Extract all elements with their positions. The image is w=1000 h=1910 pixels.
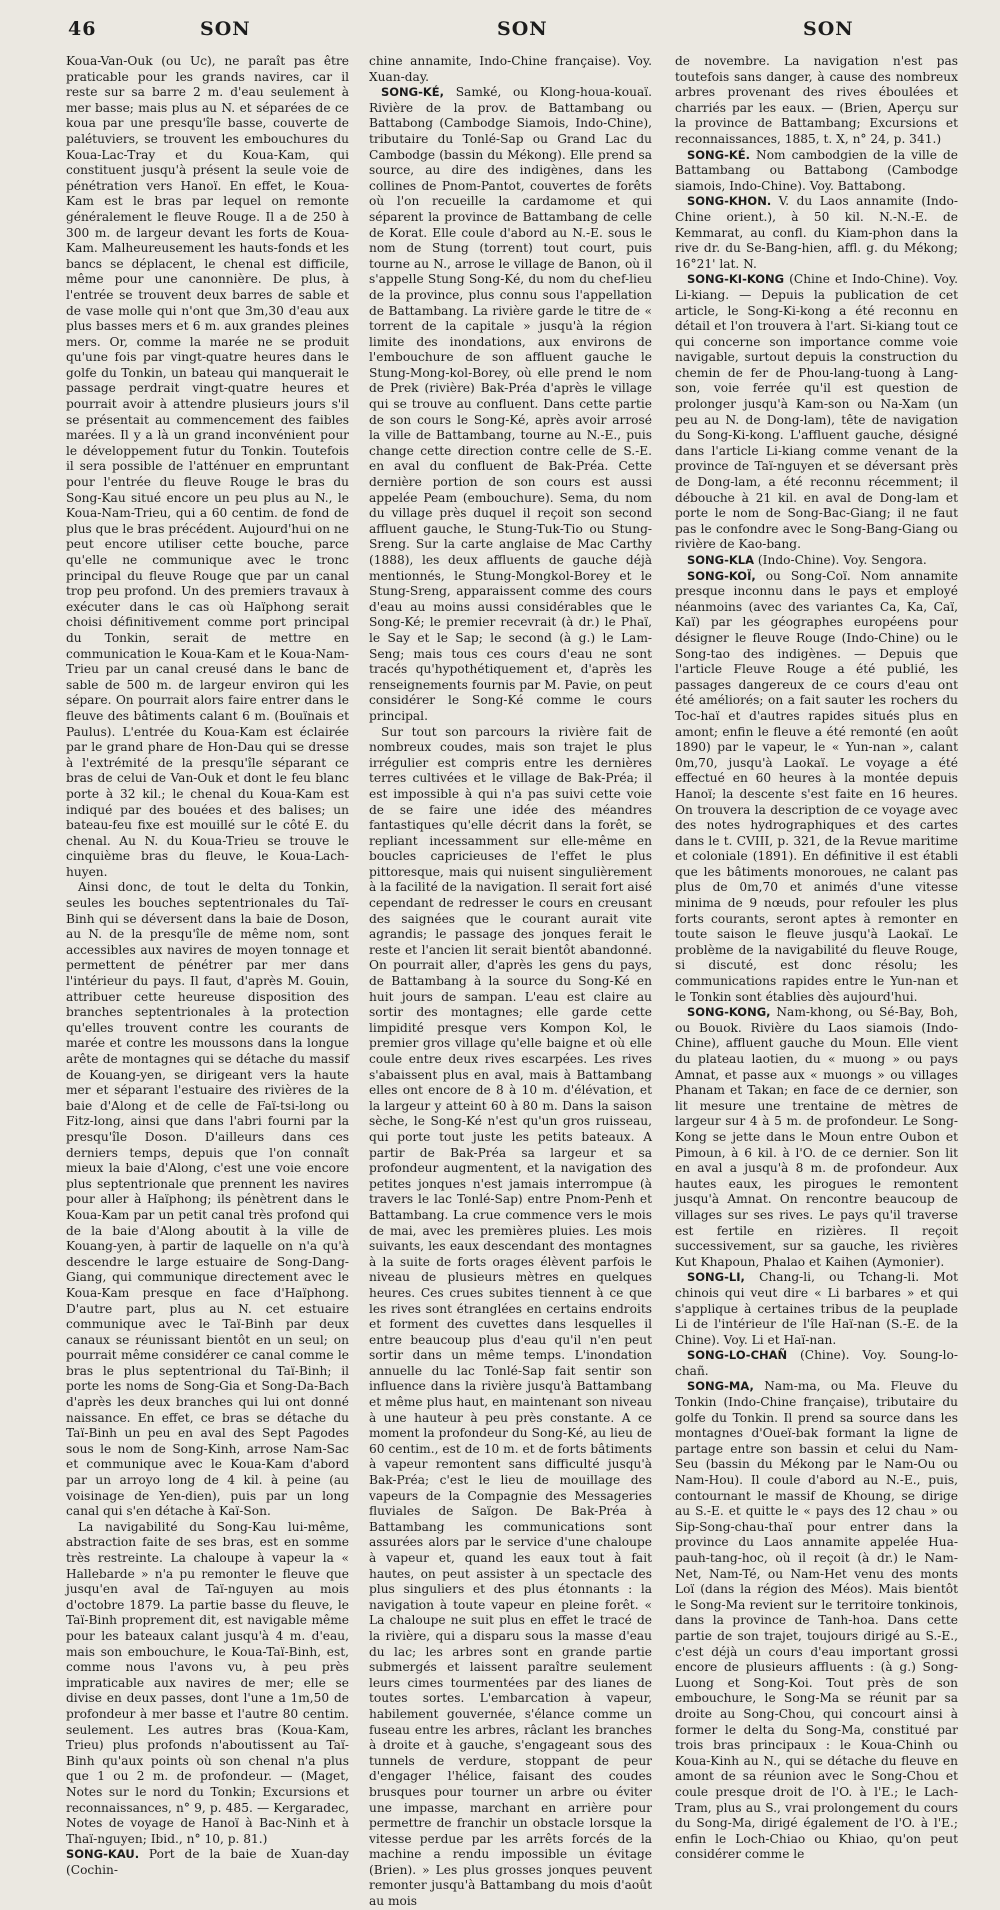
running-head-left: SON xyxy=(200,18,251,40)
page-number: 46 xyxy=(68,18,97,40)
entry-headword: SONG-LI, xyxy=(687,1270,745,1285)
paragraph: La navigabilité du Song-Kau lui-même, abstraction faite de ses bras, est en somme très restreinte. La chaloupe à vapeur la « Hallebarde » n'a pu remonter le fleuve que jusqu'en aval de Taï-nguyen au mois d'octobre 1879. La partie basse du fleuve, le Taï-Binh proprement dit, est navigable même pour les bateaux calant jusqu'à 4 m. d'eau, mais son embouchure, le Koua-Taï-Binh, est, comme nous l'avons vu, à peu près impraticable aux navires de mer; elle se divise en deux passes, dont l'une a 1m,50 de profondeur à mer basse et l'autre 80 centim. seulement. Les autres bras (Koua-Kam, Trieu) plus profonds n'aboutissent au Taï-Binh qu'aux points où son chenal n'a plus que 1 ou 2 m. de profondeur. — (Maget, Notes sur le nord du Tonkin; Excursions et reconnaissances, n° 9, p. 485. — Kergaradec, Notes de voyage de Hanoï à Bac-Ninh et à Thaï-nguyen; Ibid., n° 10, p. 81.) xyxy=(66,1519,349,1846)
entry-headword: SONG-KÉ. xyxy=(687,147,751,162)
entry-headword: SONG-KAU. xyxy=(66,1847,140,1862)
paragraph: Sur tout son parcours la rivière fait de nombreux coudes, mais son trajet le plus irrégulier est compris entre les dernières terres cultivées et le village de Bak-Préa; il est impossible à qui n'a pas suivi cette voie de se faire une idée des méandres fantastiques qu'elle décrit dans la forêt, se repliant incessamment sur elle-même en boucles capricieuses de l'effet le plus pittoresque, mais qui nuisent singulièrement à la facilité de la navigation. Il serait fort aisé cependant de redresser le cours en creusant des saignées que le courant aurait vite agrandis; le passage des jonques ferait le reste et l'ancien lit serait bientôt abandonné. On pourrait aller, d'après les gens du pays, de Battambang à la source du Song-Ké en huit jours de sampan. L'eau est claire au sortir des montagnes; elle garde cette limpidité presque vers Kompon Kol, le premier gros village qu'elle baigne et où elle coule entre deux rives escarpées. Les rives s'abaissent plus en aval, mais à Battambang elles ont encore de 8 à 10 m. d'élévation, et la largeur y atteint 60 à 80 m. Dans la saison sèche, le Song-Ké n'est qu'un gros ruisseau, qui porte tout juste les petits bateaux. A partir de Bak-Préa sa largeur et sa profondeur augmentent, et la navigation des petites jonques n'est jamais interrompue (à travers le lac Tonlé-Sap) entre Pnom-Penh et Battambang. La crue commence vers le mois de mai, avec les premières pluies. Les mois suivants, les eaux descendant des montagnes à la suite de forts orages élèvent parfois le niveau de plusieurs mètres en quelques heures. Ces crues subites tiennent à ce que les rives sont étranglées en certains endroits et forment des cuvettes dans lesquelles il entre beaucoup plus d'eau qu'il n'en peut sortir dans un même temps. L'inondation annuelle du lac Tonlé-Sap fait sentir son influence dans la rivière jusqu'à Battambang et même plus haut, en maintenant son niveau à une hauteur à peu près constante. A ce moment la profondeur du Song-Ké, au lieu de 60 centim., est de 10 m. et de forts bâtiments à vapeur remontent sans difficulté jusqu'à Bak-Préa; c'est le lieu de mouillage des vapeurs de la Compagnie des Messageries fluviales de Saïgon. De Bak-Préa à Battambang les communications sont assurées alors par le service d'une chaloupe à vapeur et, quand les eaux tout à fait hautes, on peut assister à un spectacle des plus singuliers et des plus étonnants : la navigation à toute vapeur en pleine forêt. « La chaloupe ne suit plus en effet le tracé de la rivière, qui a disparu sous la masse d'eau du lac; les arbres sont en grande partie submergés et laissent paraître seulement leurs cimes tourmentées par des lianes de toutes sortes. L'embarcation à vapeur, habilement gouvernée, s'élance comme un fuseau entre les arbres, râclant les branches à droite et à gauche, s'engageant sous des tunnels de verdure, stoppant de peur d'engager l'hélice, faisant des coudes brusques pour tourner un arbre ou éviter une impasse, marchant en arrière pour permettre de franchir un obstacle lorsque la vitesse perdue par les arrêts forcés de la machine a rendu impossible un évitage (Brien). » Les plus grosses jonques peuvent remonter jusqu'à Battambang du mois d'août au mois xyxy=(369,724,652,1909)
entry-text: Nom cambodgien de la ville de Battambang ou Battabong (Cambodge siamois, Indo-Chine). Voy. Battabong. xyxy=(675,147,958,193)
entry-text: ou Song-Coï. Nom annamite presque inconnu dans le pays et employé néanmoins (avec des variantes Ca, Ka, Caï, Kaï) par les géographes européens pour désigner le fleuve Rouge (Indo-Chine) ou le Song-tao des indigènes. — Depuis que l'article Fleuve Rouge a été publié, les passages dangereux de ce cours d'eau ont été améliorés; on a fait sauter les rochers du Toc-haï et d'autres rapides situés plus en amont; enfin le fleuve a été remonté (en août 1890) par le vapeur, le « Yun-nan », calant 0m,70, jusqu'à Laokaï. Le voyage a été effectué en 60 heures à la montée depuis Hanoï; la descente s'est faite en 16 heures. On trouvera la description de ce voyage avec des notes hydrographiques et des cartes dans le t. CVIII, p. 321, de la Revue maritime et coloniale (1891). En définitive il est établi que les bâtiments monoroues, ne calant pas plus de 0m,70 et animés d'une vitesse minima de 9 nœuds, pour refouler les plus forts courants, seront aptes à remonter en toute saison le fleuve jusqu'à Laokaï. Le problème de la navigabilité du fleuve Rouge, si discuté, est donc résolu; les communications rapides entre le Yun-nan et le Tonkin sont établies dès aujourd'hui. xyxy=(675,568,958,1004)
entry-song-ke xyxy=(369,85,652,724)
entry-text: Samké, ou Klong-houa-kouaï. Rivière de la prov. de Battambang ou Battabong (Cambodge Siamois, Indo-Chine), tributaire du Tonlé-Sap ou Grand Lac du Cambodge (bassin du Mékong). Elle prend sa source, au dire des indigènes, dans les collines de Pnom-Pantot, couvertes de forêts où l'on recueille la cardamome et qui séparent la province de Battambang de celle de Korat. Elle coule d'abord au N.-E. sous le nom de Stung (torrent) tout court, puis tourne au N., arrose le village de Banon, où il s'appelle Stung Song-Ké, du nom du chef-lieu de la province, plus connu sous l'appellation de Battambang. La rivière garde le titre de « torrent de la capitale » jusqu'à la région limite des inondations, aux environs de l'embouchure de son affluent gauche le Stung-Mong-kol-Borey, où elle prend le nom de Prek (rivière) Bak-Préa d'après le village qui se trouve au confluent. Dans cette partie de son cours le Song-Ké, après avoir arrosé la ville de Battambang, tourne au N.-E., puis change cette direction contre celle de S.-E. en aval du confluent de Bak-Préa. Cette dernière portion de son cours est aussi appelée Peam (embouchure). Sema, du nom du village près duquel il reçoit son second affluent gauche, le Stung-Tuk-Tio ou Stung-Sreng. Sur la carte anglaise de Mac Carthy (1888), les deux affluents de gauche déjà mentionnés, le Stung-Mongkol-Borey et le Stung-Sreng, apparaissent comme des cours d'eau au moins aussi considérables que le Song-Ké; le premier recevrait (à dr.) le Phaï, le Say et le Sap; le second (à g.) le Lam-Seng; mais tous ces cours d'eau ne sont tracés qu'hypothétiquement et, d'après les renseignements fournis par M. Pavie, on peut considérer le Song-Ké comme le cours principal. xyxy=(369,85,653,723)
entry-headword: SONG-KÉ, xyxy=(381,85,445,100)
running-head-right: SON xyxy=(803,18,854,40)
entry-headword: SONG-KHON. xyxy=(687,194,772,209)
entry-text: (Chine et Indo-Chine). Voy. Li-kiang. — Depuis la publication de cet article, le Song-Ki-kong a été reconnu en détail et l'on trouvera à l'art. Si-kiang tout ce qui concerne son importance comme voie navigable, surtout depuis la construction du chemin de fer de Phou-lang-tuong à Lang-son, voie ferrée qu'il est question de prolonger jusqu'à Kam-son ou Na-Xam (un peu au N. de Dong-lam), tête de navigation du Song-Ki-kong. L'affluent gauche, désigné dans l'article Li-kiang comme venant de la province de Taï-nguyen et se déversant près de Dong-lam, a été reconnu récemment; il débouche à 21 kil. en aval de Dong-lam et porte le nom de Song-Bac-Giang; il ne faut pas le confondre avec le Song-Bang-Giang ou rivière de Kao-bang. xyxy=(675,272,958,552)
entry-headword: SONG-LO-CHAÑ xyxy=(687,1348,788,1363)
entry-headword: SONG-KONG, xyxy=(687,1005,771,1020)
column-middle xyxy=(369,54,653,1909)
entry-song-ma xyxy=(675,1379,958,1862)
column-right xyxy=(675,54,959,1862)
entry-text: Nam-ma, ou Ma. Fleuve du Tonkin (Indo-Chine française), tributaire du golfe du Tonkin. Il prend sa source dans les montagnes d'Oueï-bak formant la ligne de partage entre son bassin et celui du Nam-Seu (bassin du Mékong par le Nam-Ou ou Nam-Hou). Il coule d'abord au N.-E., puis, contournant le massif de Khoung, se dirige au S.-E. et quitte le « pays des 12 chau » ou Sip-Song-chau-thaï pour entrer dans la province du Laos annamite appelée Hua-pauh-tang-hoc, où il reçoit (à dr.) le Nam-Net, Nam-Té, ou Nam-Het venu des monts Loï (dans la région des Méos). Mais bientôt le Song-Ma revient sur le territoire tonkinois, dans la province de Tanh-hoa. Dans cette partie de son trajet, toujours dirigé au S.-E., c'est déjà un cours d'eau important grossi encore de plusieurs affluents : (à g.) Song-Luong et Song-Koi. Tout près de son embouchure, le Song-Ma se réunit par sa droite au Song-Chou, qui concourt ainsi à former le delta du Song-Ma, constitué par trois bras principaux : le Koua-Chinh ou Koua-Kinh au N., qui se détache du fleuve en amont de sa réunion avec le Song-Chou et coule presque droit de l'O. à l'E.; le Lach-Tram, plus au S., vrai prolongement du cours du Song-Ma, dirigé également de l'O. à l'E.; enfin le Loch-Chiao ou Khiao, qu'on peut considérer comme le xyxy=(675,1379,958,1862)
entry-text: Chang-li, ou Tchang-li. Mot chinois qui veut dire « Li barbares » et qui s'applique à certaines tribus de la peuplade Li de l'intérieur de l'île Haï-nan (S.-E. de la Chine). Voy. Li et Haï-nan. xyxy=(675,1270,959,1347)
entry-song-kong xyxy=(675,1005,958,1270)
paragraph: Koua-Van-Ouk (ou Uc), ne paraît pas être praticable pour les grands navires, car il reste sur sa barre 2 m. d'eau seulement à mer basse; mais plus au N. et séparées de ce koua par une presqu'île basse, couverte de palétuviers, se trouvent les embouchures du Koua-Lac-Tray et du Koua-Kam, qui constituent jusqu'à présent la seule voie de pénétration vers Hanoï. En effet, le Koua-Kam est le bras par lequel on remonte généralement le fleuve Rouge. Il a de 250 à 300 m. de largeur devant les forts de Koua-Kam. Malheureusement les hauts-fonds et les bancs se déplacent, le chenal est difficile, même pour une canonnière. De plus, à l'entrée se trouvent deux barres de sable et de vase molle qui n'ont que 3m,30 d'eau aux plus basses mers et 6 m. aux grandes pleines mers. Or, comme la marée ne se produit qu'une fois par vingt-quatre heures dans le golfe du Tonkin, un bateau qui manquerait le passage perdrait vingt-quatre heures et pourrait avoir à attendre plusieurs jours s'il se présentait au commencement des faibles marées. Il y a là un grand inconvénient pour le développement futur du Tonkin. Toutefois il sera possible de l'atténuer en empruntant pour l'entrée du fleuve Rouge le bras du Song-Kau situé encore un peu plus au N., le Koua-Nam-Trieu, qui a 60 centim. de fond de plus que le bras précédent. Aujourd'hui on ne peut encore utiliser cette bouche, parce qu'elle ne communique avec le tronc principal du fleuve Rouge que par un canal trop peu profond. Un des premiers travaux à exécuter dans le cas où Haïphong serait choisi définitivement comme port principal du Tonkin, serait de mettre en communication le Koua-Kam et le Koua-Nam-Trieu par un canal creusé dans le banc de sable de 500 m. de largeur environ qui les sépare. On pourrait alors faire entrer dans le fleuve des bâtiments calant 6 m. (Bouïnais et Paulus). L'entrée du Koua-Kam est éclairée par le grand phare de Hon-Dau qui se dresse à l'extrémité de la presqu'île séparant ce bras de celui de Van-Ouk et dont le feu blanc porte à 32 kil.; le chenal du Koua-Kam est indiqué par des bouées et des balises; un bateau-feu fixe est mouillé sur le côté E. du chenal. Au N. du Koua-Trieu se trouve le cinquième bras du fleuve, le Koua-Lach-huyen. xyxy=(66,54,349,879)
entry-song-li xyxy=(675,1270,958,1348)
column-left xyxy=(66,54,349,1877)
entry-text: (Indo-Chine). Voy. Sengora. xyxy=(757,553,927,567)
paragraph: Ainsi donc, de tout le delta du Tonkin, seules les bouches septentrionales du Taï-Binh qui se déversent dans la baie de Doson, au N. de la presqu'île de même nom, sont accessibles aux navires de moyen tonnage et permettent de pénétrer par mer dans l'intérieur du pays. Il faut, d'après M. Gouin, attribuer cette heureuse disposition des branches septentrionales à la protection qu'elles trouvent contre les courants de marée et contre les moussons dans la longue arête de montagnes qui se détache du massif de Kouang-yen, se dirigeant vers la haute mer et séparant l'estuaire des rivières de la baie d'Along et de celle de Faï-tsi-long ou Fitz-long, ainsi que dans l'abri fourni par la presqu'île Doson. D'ailleurs dans ces derniers temps, depuis que l'on connaît mieux la baie d'Along, c'est une voie encore plus septentrionale que prennent les navires pour aller à Haïphong; ils pénètrent dans le Koua-Kam par un petit canal très profond qui de la baie d'Along aboutit à la ville de Kouang-yen, à partir de laquelle on n'a qu'à descendre le large estuaire de Song-Dang-Giang, qui communique directement avec le Koua-Kam presque en face d'Haïphong. D'autre part, plus au N. cet estuaire communique avec le Taï-Binh par deux canaux se réunissant bientôt en un seul; on pourrait même considérer ce canal comme le bras le plus septentrional du Taï-Binh; il porte les noms de Song-Gia et Song-Da-Bach d'après les deux branches qui lui ont donné naissance. En effet, ce bras se détache du Taï-Binh un peu en aval des Sept Pagodes sous le nom de Song-Kinh, arrose Nam-Sac et communique avec le Koua-Kam d'abord par un arroyo long de 4 kil. à peine (au voisinage de Yen-dien), puis par un long canal qui s'en détache à Kaï-Son. xyxy=(66,880,349,1519)
entry-song-kla xyxy=(675,553,958,569)
entry-text: Nam-khong, ou Sé-Bay, Boh, ou Bouok. Rivière du Laos siamois (Indo-Chine), affluent gauche du Moun. Elle vient du plateau laotien, du « muong » ou pays Amnat, et passe aux « muongs » ou villages Phanam et Takan; en face de ce dernier, son lit mesure une trentaine de mètres de largeur sur 4 à 5 m. de profondeur. Le Song-Kong se jette dans le Moun entre Oubon et Pimoun, à 6 kil. à l'O. de ce dernier. Son lit en aval a jusqu'à 8 m. de profondeur. Aux hautes eaux, les pirogues le remontent jusqu'à Amnat. On rencontre beaucoup de villages sur ses rives. Le pays qu'il traverse est fertile en rizières. Il reçoit successivement, sur sa gauche, les rivières Kut Khapoun, Phalao et Kaihen (Aymonier). xyxy=(675,1005,958,1269)
paragraph: chine annamite, Indo-Chine française). Voy. Xuan-day. xyxy=(369,54,652,84)
paragraph: de novembre. La navigation n'est pas toutefois sans danger, à cause des nombreux arbres provenant des rives éboulées et charriés par les eaux. — (Brien, Aperçu sur la province de Battambang; Excursions et reconnaissances, 1885, t. X, n° 24, p. 341.) xyxy=(675,54,958,146)
entry-text: Port de la baie de Xuan-day (Cochin- xyxy=(66,1847,349,1877)
entry-song-ki-kong xyxy=(675,272,958,553)
entry-headword: SONG-KI-KONG xyxy=(687,272,785,287)
running-head-center: SON xyxy=(497,18,548,40)
entry-text: V. du Laos annamite (Indo-Chine orient.), à 50 kil. N.-N.-E. de Kemmarat, au confl. du Kiam-phon dans la rive dr. du Se-Bang-hien, affl. g. du Mékong; 16°21' lat. N. xyxy=(675,194,958,271)
entry-song-koi xyxy=(675,569,958,1006)
entry-song-lo-chan xyxy=(675,1348,958,1379)
entry-headword: SONG-MA, xyxy=(687,1379,754,1394)
entry-text: (Chine). Voy. Soung-lo-chañ. xyxy=(675,1348,958,1378)
entry-song-kau xyxy=(66,1847,349,1878)
entry-headword: SONG-KLA xyxy=(687,553,755,567)
entry-song-khon xyxy=(675,194,958,272)
entry-headword: SONG-KOÏ, xyxy=(687,568,756,583)
entry-song-ke-city xyxy=(675,148,958,195)
